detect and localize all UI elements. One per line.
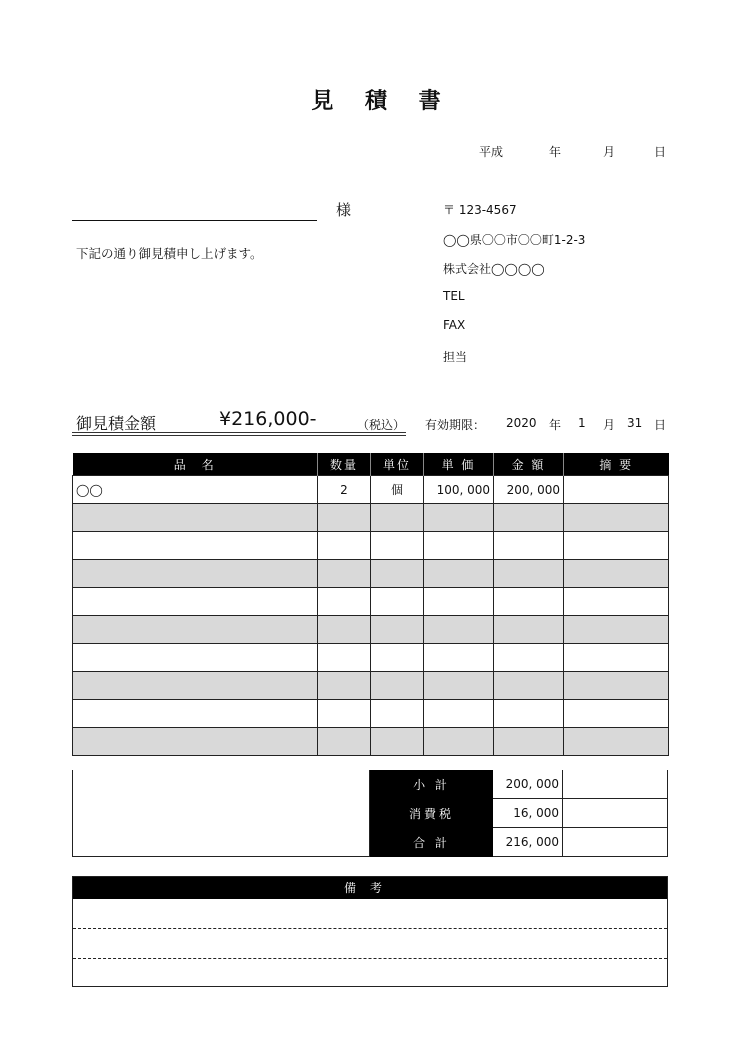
cell-amount[interactable] xyxy=(494,728,564,756)
cell-amount[interactable] xyxy=(494,560,564,588)
cell-amount[interactable] xyxy=(494,644,564,672)
cell-item-name[interactable] xyxy=(73,644,318,672)
header-amount: 金 額 xyxy=(494,453,564,476)
issuer-company: 株式会社◯◯◯◯ xyxy=(443,262,545,276)
cell-unit[interactable] xyxy=(371,588,424,616)
cell-note[interactable] xyxy=(564,672,669,700)
table-row xyxy=(73,644,669,672)
valid-month-label: 月 xyxy=(603,418,616,432)
cell-unit-price[interactable] xyxy=(424,616,494,644)
estimate-amount: ¥216,000- xyxy=(219,408,317,430)
intro-text: 下記の通り御見積申し上げます。 xyxy=(76,246,263,261)
cell-note[interactable] xyxy=(564,560,669,588)
remarks-line[interactable] xyxy=(73,899,667,929)
cell-note[interactable] xyxy=(564,700,669,728)
cell-note[interactable] xyxy=(564,504,669,532)
valid-month: 1 xyxy=(578,416,586,430)
cell-item-name[interactable] xyxy=(73,560,318,588)
recipient-suffix: 様 xyxy=(336,201,352,219)
remarks-box xyxy=(72,876,668,987)
tax-label: 消費税 xyxy=(370,799,493,828)
issuer-tel-label: TEL xyxy=(443,289,465,303)
issuer-contact-label: 担当 xyxy=(443,350,468,364)
cell-item-name[interactable] xyxy=(73,588,318,616)
cell-item-name[interactable] xyxy=(73,504,318,532)
total-label: 合 計 xyxy=(370,828,493,857)
remarks-line[interactable] xyxy=(73,959,667,988)
cell-unit-price[interactable] xyxy=(424,644,494,672)
valid-until-label: 有効期限： xyxy=(425,418,486,432)
tax-included-note: （税込） xyxy=(357,418,406,432)
header-unit-price: 単 価 xyxy=(424,453,494,476)
cell-note[interactable] xyxy=(564,644,669,672)
table-row xyxy=(73,476,669,504)
table-row xyxy=(73,700,669,728)
estimate-label: 御見積金額 xyxy=(76,414,157,433)
cell-note[interactable] xyxy=(564,616,669,644)
cell-unit[interactable] xyxy=(371,700,424,728)
cell-unit[interactable]: 個 xyxy=(371,476,424,504)
cell-amount[interactable] xyxy=(494,504,564,532)
cell-unit-price[interactable] xyxy=(424,560,494,588)
header-item-name: 品 名 xyxy=(73,453,318,476)
cell-note[interactable] xyxy=(564,532,669,560)
cell-item-name[interactable] xyxy=(73,672,318,700)
valid-year: 2020 xyxy=(506,416,537,430)
issuer-address: ◯◯県〇〇市〇〇町1-2-3 xyxy=(443,233,586,247)
issuer-postal: 〒 123-4567 xyxy=(443,203,517,217)
total-note-cell[interactable] xyxy=(563,828,668,857)
valid-year-label: 年 xyxy=(549,418,562,432)
recipient-name-field[interactable] xyxy=(72,220,317,221)
subtotal-row xyxy=(370,770,668,799)
cell-unit[interactable] xyxy=(371,672,424,700)
cell-quantity[interactable] xyxy=(318,560,371,588)
cell-unit[interactable] xyxy=(371,504,424,532)
table-row xyxy=(73,504,669,532)
cell-item-name[interactable] xyxy=(73,700,318,728)
cell-quantity[interactable] xyxy=(318,644,371,672)
summary-free-area[interactable] xyxy=(72,770,370,857)
cell-unit-price[interactable] xyxy=(424,532,494,560)
cell-item-name[interactable] xyxy=(73,532,318,560)
cell-unit-price[interactable] xyxy=(424,588,494,616)
cell-amount[interactable] xyxy=(494,616,564,644)
issuer-fax-label: FAX xyxy=(443,318,466,332)
table-row xyxy=(73,672,669,700)
cell-amount[interactable] xyxy=(494,700,564,728)
date-month-label: 月 xyxy=(603,145,616,159)
cell-unit[interactable] xyxy=(371,560,424,588)
header-quantity: 数量 xyxy=(318,453,371,476)
tax-note-cell[interactable] xyxy=(563,799,668,828)
header-note: 摘 要 xyxy=(564,453,669,476)
cell-item-name[interactable] xyxy=(73,616,318,644)
table-row xyxy=(73,616,669,644)
tax-value: 16, 000 xyxy=(493,799,563,828)
table-row xyxy=(73,560,669,588)
document-title: 見 積 書 xyxy=(311,89,453,114)
cell-unit-price[interactable] xyxy=(424,700,494,728)
cell-quantity[interactable] xyxy=(318,504,371,532)
date-era: 平成 xyxy=(479,145,504,159)
date-day-label: 日 xyxy=(654,145,667,159)
cell-quantity[interactable]: 2 xyxy=(318,476,371,504)
cell-unit[interactable] xyxy=(371,728,424,756)
cell-quantity[interactable] xyxy=(318,616,371,644)
cell-unit[interactable] xyxy=(371,532,424,560)
table-row xyxy=(73,728,669,756)
cell-note[interactable] xyxy=(564,476,669,504)
cell-unit-price[interactable] xyxy=(424,504,494,532)
subtotal-label: 小 計 xyxy=(370,770,493,799)
cell-unit[interactable] xyxy=(371,644,424,672)
tax-row xyxy=(370,799,668,828)
cell-unit-price[interactable] xyxy=(424,672,494,700)
cell-note[interactable] xyxy=(564,728,669,756)
cell-unit-price[interactable] xyxy=(424,728,494,756)
cell-item-name[interactable]: ◯◯ xyxy=(73,476,318,504)
subtotal-note-cell[interactable] xyxy=(563,770,668,799)
table-row xyxy=(73,532,669,560)
cell-quantity[interactable] xyxy=(318,700,371,728)
cell-amount[interactable] xyxy=(494,672,564,700)
cell-unit[interactable] xyxy=(371,616,424,644)
header-unit: 単位 xyxy=(371,453,424,476)
cell-note[interactable] xyxy=(564,588,669,616)
cell-quantity[interactable] xyxy=(318,588,371,616)
cell-amount[interactable] xyxy=(494,532,564,560)
cell-quantity[interactable] xyxy=(318,672,371,700)
items-table xyxy=(72,453,669,756)
remarks-header: 備考 xyxy=(73,877,667,899)
cell-unit-price[interactable]: 100, 000 xyxy=(424,476,494,504)
remarks-line[interactable] xyxy=(73,929,667,959)
items-header-row xyxy=(73,453,669,476)
cell-item-name[interactable] xyxy=(73,728,318,756)
valid-day: 31 xyxy=(627,416,643,430)
cell-quantity[interactable] xyxy=(318,532,371,560)
total-value: 216, 000 xyxy=(493,828,563,857)
subtotal-value: 200, 000 xyxy=(493,770,563,799)
total-row xyxy=(370,828,668,857)
valid-day-label: 日 xyxy=(654,418,667,432)
cell-quantity[interactable] xyxy=(318,728,371,756)
cell-amount[interactable] xyxy=(494,588,564,616)
date-year-label: 年 xyxy=(549,145,562,159)
cell-amount[interactable]: 200, 000 xyxy=(494,476,564,504)
table-row xyxy=(73,588,669,616)
